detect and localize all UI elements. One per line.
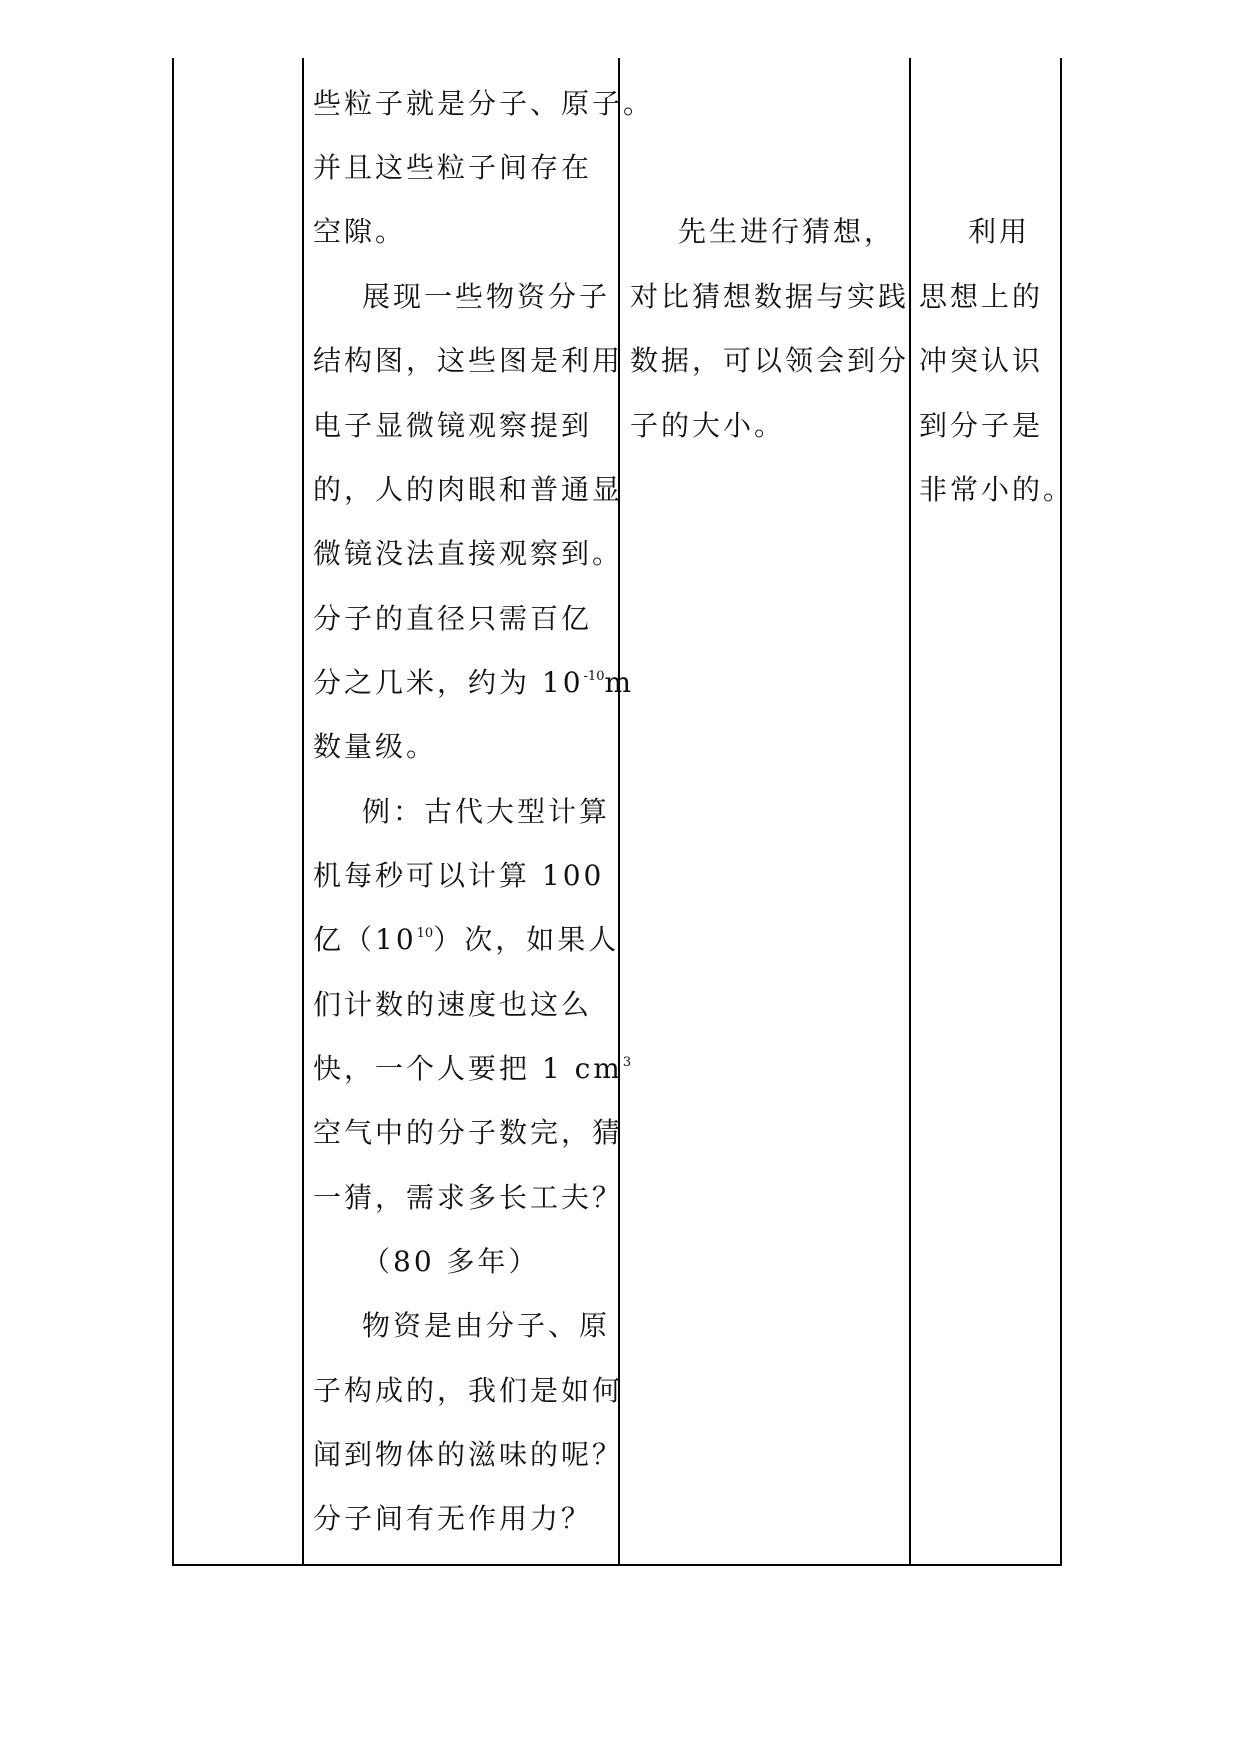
table-divider-2 — [618, 58, 620, 1566]
content-line: 例：古代大型计算 — [362, 795, 611, 828]
content-line: （80 多年） — [362, 1245, 540, 1278]
content-line: 展现一些物资分子 — [362, 280, 611, 313]
content-line: 子构成的，我们是如何 — [313, 1374, 624, 1407]
content-line — [313, 665, 634, 701]
table-divider-3 — [909, 58, 911, 1566]
content-line — [313, 922, 619, 958]
content-line: 的，人的肉眼和普通显 — [313, 473, 624, 506]
content-line: 结构图，这些图是利用 — [313, 344, 624, 377]
content-line — [313, 1051, 631, 1087]
intent-line: 到分子是 — [919, 409, 1044, 442]
table-divider-1 — [302, 58, 304, 1566]
intent-line: 利用 — [968, 215, 1031, 248]
content-line: 些粒子就是分子、原子。 — [313, 87, 655, 120]
content-line: 电子显微镜观察提到 — [313, 409, 593, 442]
unit: m — [604, 666, 635, 699]
table-border-bottom — [172, 1564, 1062, 1566]
table-border-right — [1060, 58, 1062, 1566]
content-line: 物资是由分子、原 — [362, 1309, 611, 1342]
activity-line: 先生进行猜想， — [678, 215, 896, 248]
activity-line: 对比猜想数据与实践 — [630, 280, 910, 313]
content-line: 空气中的分子数完，猜 — [313, 1116, 624, 1149]
content-line: 们计数的速度也这么 — [313, 988, 593, 1021]
intent-line: 非常小的。 — [919, 473, 1075, 506]
activity-line: 子的大小。 — [630, 409, 786, 442]
activity-line: 数据，可以领会到分 — [630, 344, 910, 377]
exponent: -10 — [583, 669, 605, 684]
content-line: 微镜没法直接观察到。 — [313, 537, 624, 570]
line-text-tail: ）次，如果人 — [433, 923, 620, 956]
content-line: 一猜，需求多长工夫？ — [313, 1181, 624, 1214]
line-text: 分之几米，约为 10 — [313, 666, 584, 699]
intent-line: 冲突认识 — [919, 344, 1044, 377]
content-line: 机每秒可以计算 100 — [313, 859, 605, 892]
content-line: 并且这些粒子间存在 — [313, 151, 593, 184]
intent-line: 思想上的 — [919, 280, 1044, 313]
content-line: 分子间有无作用力？ — [313, 1502, 593, 1535]
content-line: 分子的直径只需百亿 — [313, 602, 593, 635]
exponent: 10 — [416, 926, 434, 941]
line-text: 快，一个人要把 1 cm — [313, 1052, 623, 1085]
table-border-left — [172, 58, 174, 1566]
content-line: 数量级。 — [313, 730, 438, 763]
content-line: 空隙。 — [313, 215, 407, 248]
line-text: 亿（10 — [313, 923, 417, 956]
content-line: 闻到物体的滋味的呢？ — [313, 1438, 624, 1471]
exponent: 3 — [622, 1055, 632, 1070]
